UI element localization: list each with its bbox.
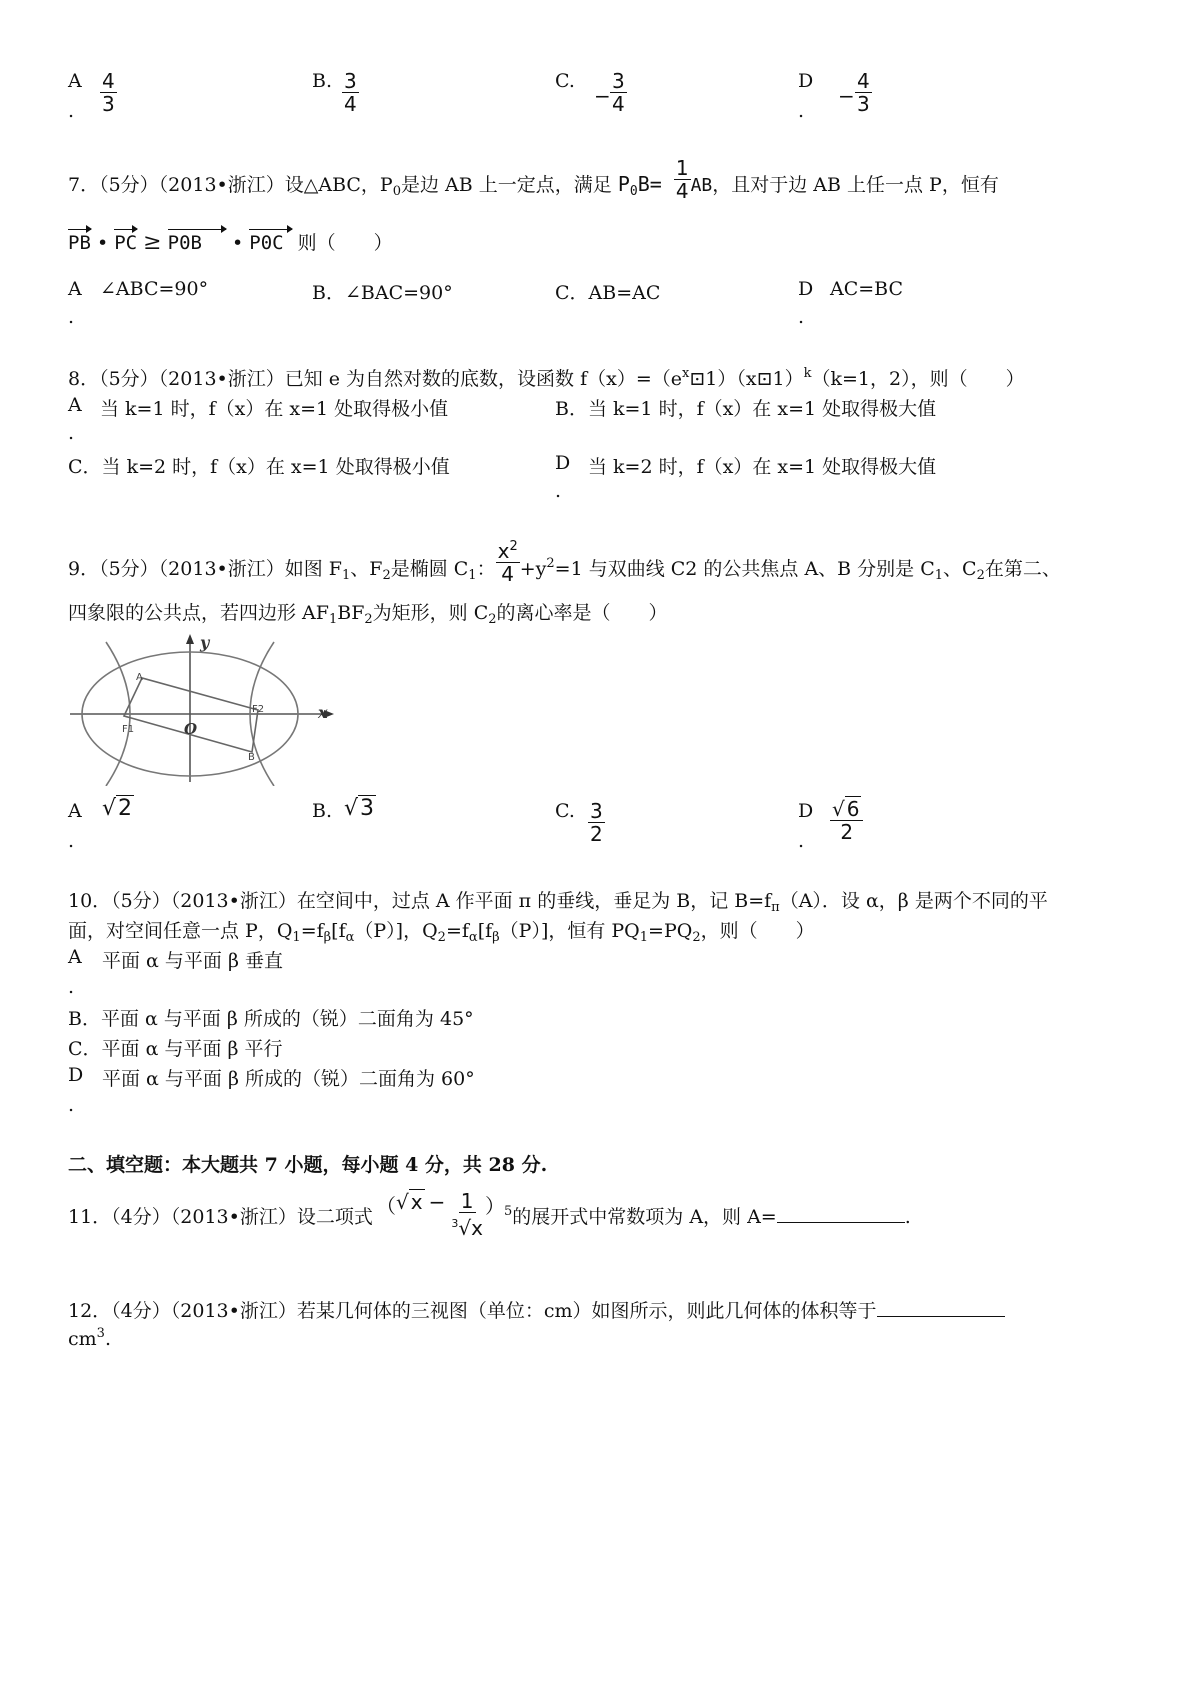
vector-p0c: P0C xyxy=(249,232,291,254)
q6-option-a-frac: $\frac{4}{3}$ xyxy=(102,69,115,116)
q6-option-d-frac: $\frac{4}{3}$ xyxy=(857,69,870,116)
q9-option-b-value: √3 xyxy=(344,796,375,821)
q10-option-b: B．平面 α 与平面 β 所成的（锐）二面角为 45° xyxy=(68,1008,474,1030)
q7-stem: 7．（5分）（2013•浙江）设△ABC，$P_0$是边 AB 上一定点，满足 $P_0B=$ $\frac{1}{4}$ AB，且对于边 AB 上任一点 P，恒有 xyxy=(68,155,999,203)
q7-option-d: AC=BC xyxy=(830,278,904,300)
q10-option-a-dot: . xyxy=(68,976,75,998)
q9-ellipse-frac: $\frac{x^2}{4}$ xyxy=(496,536,520,585)
q12-unit: $cm^3$. xyxy=(68,1326,111,1350)
q10-stem-line2: 面，对空间任意一点 P，$Q_1=f_\beta[f_\alpha(P)]$，$Q_2=f_\alpha[f_\beta(P)]$，恒有 $PQ_1=PQ_2$，则（ ） xyxy=(68,920,815,945)
label-o: O xyxy=(184,720,198,738)
q8-option-a-letter: A xyxy=(68,394,82,416)
q6-option-c-frac: $\frac{3}{4}$ xyxy=(612,69,625,116)
q7-inline-formula: $P_0B=$ xyxy=(617,172,662,199)
q8-option-c: C．当 k=2 时，f（x）在 x=1 处取得极小值 xyxy=(68,456,450,478)
vector-pc: PC xyxy=(114,232,138,254)
q8-option-a: 当 k=1 时，f（x）在 x=1 处取得极小值 xyxy=(100,398,449,420)
q6-option-b: B. xyxy=(312,70,333,92)
q7-option-d-letter: D xyxy=(798,278,814,300)
q10-option-d-letter: D xyxy=(68,1064,84,1086)
q8-option-d-dot: . xyxy=(555,480,562,502)
q8-stem: 8．（5分）（2013•浙江）已知 e 为自然对数的底数，设函数 $f(x)=(e^x⊡1)(x⊡1)^k(k=1$，2），则（ ） xyxy=(68,366,1025,390)
q10-option-a: 平面 α 与平面 β 垂直 xyxy=(102,950,283,972)
q6-option-c: C. xyxy=(555,70,575,92)
y-axis-arrow xyxy=(186,634,194,644)
rectangle-af1bf2 xyxy=(124,678,258,752)
label-f2: F2 xyxy=(252,704,265,715)
label-y: y xyxy=(200,633,210,652)
label-a: A xyxy=(136,672,143,683)
q9-stem-line2: 四象限的公共点，若四边形 $AF_1BF_2$为矩形，则 $C_2$的离心率是（ ） xyxy=(68,602,668,627)
q6-option-b-frac: $\frac{3}{4}$ xyxy=(344,69,357,116)
q7-option-a: ∠ABC=90° xyxy=(100,278,209,300)
q9-option-d-letter: D xyxy=(798,800,814,822)
vector-pb: PB xyxy=(68,232,91,254)
q7-frac: $\frac{1}{4}$ xyxy=(675,155,689,203)
label-x: x xyxy=(318,703,328,722)
q7-option-c: C．AB=AC xyxy=(555,282,661,304)
q9-ellipse-hyperbola-figure xyxy=(66,630,342,786)
q9-option-a-value: √2 xyxy=(102,796,133,821)
q12-answer-blank[interactable] xyxy=(877,1316,1005,1317)
q10-stem-line1: 10．（5分）（2013•浙江）在空间中，过点 A 作平面 π 的垂线，垂足为 B，记 $B=f_\pi(A)$．设 α，β 是两个不同的平 xyxy=(68,890,1048,915)
q7-option-a-letter: A xyxy=(68,278,82,300)
q9-option-b-letter: B. xyxy=(312,800,333,822)
q10-option-d: 平面 α 与平面 β 所成的（锐）二面角为 60° xyxy=(102,1068,475,1090)
q7-vector-inequality: PB • PC ≥ P0B • P0C 则（ ） xyxy=(68,230,393,255)
q9-option-d-frac: $\frac{√ 6}{2}$ xyxy=(830,798,863,843)
q6-option-d: D xyxy=(798,70,814,92)
q8-option-b: B．当 k=1 时，f（x）在 x=1 处取得极大值 xyxy=(555,398,937,420)
q12-stem: 12．（4分）（2013•浙江）若某几何体的三视图（单位：cm）如图所示，则此几何体的体积等于 xyxy=(68,1296,1005,1323)
q11-frac: $\frac{1}{^3√x}$ xyxy=(451,1189,483,1240)
q8-option-d: 当 k=2 时，f（x）在 x=1 处取得极大值 xyxy=(588,456,937,478)
q9-option-c-letter: C. xyxy=(555,800,575,822)
q7-option-d-dot: . xyxy=(798,306,805,328)
q6-option-c-minus: − xyxy=(594,84,611,108)
q6-option-d-minus: − xyxy=(838,84,855,108)
q9-option-c-frac: $\frac{3}{2}$ xyxy=(590,799,603,846)
label-b: B xyxy=(248,752,255,763)
q6-option-a: A xyxy=(68,70,82,92)
q9-option-a-dot: . xyxy=(68,830,75,852)
q11-tail: $^5$的展开式中常数项为 A，则 A= . xyxy=(504,1204,911,1228)
q10-option-c: C．平面 α 与平面 β 平行 xyxy=(68,1038,283,1060)
vector-p0b: P0B xyxy=(168,232,226,254)
q10-option-d-dot: . xyxy=(68,1094,75,1116)
section-2-heading: 二、填空题：本大题共 7 小题，每小题 4 分，共 28 分. xyxy=(68,1154,548,1176)
q10-option-a-letter: A xyxy=(68,946,82,968)
q6-option-d-dot: . xyxy=(798,100,805,122)
q8-option-d-letter: D xyxy=(555,452,571,474)
q11-answer-blank[interactable] xyxy=(777,1222,905,1223)
q11-stem: 11．（4分）（2013•浙江）设二项式 xyxy=(68,1206,373,1228)
q9-stem-line1: 9．（5分）（2013•浙江）如图 $F_1$、$F_2$是椭圆 $C_1$： $\frac{x^2}{4}$ $+y^2=1$ 与双曲线 C2 的公共焦点 A、B 分别是 $C_1$、$C_2$在第二、 xyxy=(68,554,1061,585)
label-f1: F1 xyxy=(122,724,135,735)
q8-option-a-dot: . xyxy=(68,422,75,444)
q6-option-a-dot: . xyxy=(68,100,75,122)
q7-option-a-dot: . xyxy=(68,306,75,328)
q7-option-b: B．∠BAC=90° xyxy=(312,282,453,304)
q11-binomial: （√ x − $\frac{1}{^3√x}$ ） xyxy=(376,1189,505,1240)
q9-option-d-dot: . xyxy=(798,830,805,852)
q9-option-a-letter: A xyxy=(68,800,82,822)
